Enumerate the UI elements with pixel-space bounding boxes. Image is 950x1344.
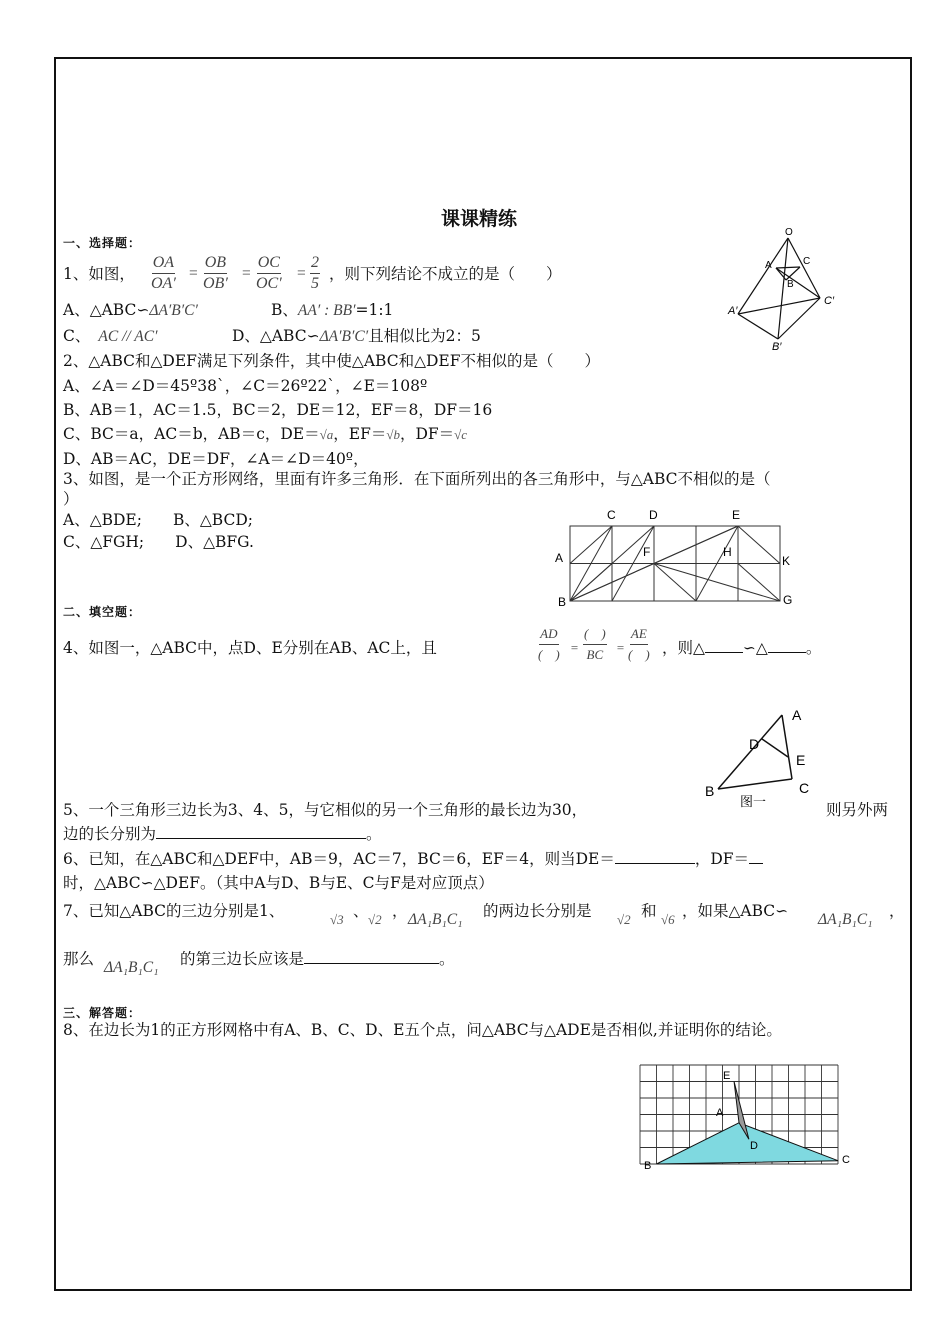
fig3-label-f: F <box>643 545 651 559</box>
q7-sep: 、 <box>353 902 369 920</box>
q4-conclusion: ，则△ ∽△ 。 <box>662 639 822 657</box>
q1-option-d: D、△ABC∽ΔA′B′C′且相似比为2：5 <box>232 327 481 345</box>
section-heading-solve: 三、解答题： <box>63 1006 142 1020</box>
q5-line2: 边的长分别为 。 <box>63 825 382 843</box>
fig3-label-c: C <box>607 508 616 522</box>
q1-option-a: A、△ABC∽ΔA′B′C′ <box>63 301 198 319</box>
q3-stem-line1: 3、如图，是一个正方形网络，里面有许多三角形．在下面所列出的各三角形中，与△ABC不相似的是（ <box>63 470 771 488</box>
q3-grid-figure <box>550 505 800 610</box>
q1-fraction-oc: $\frac{OC}{OC'}$ <box>256 254 282 292</box>
q1-question: ，则下列结论不成立的是（ ） <box>329 265 562 283</box>
fig8-label-e: E <box>723 1070 731 1082</box>
q1-option-b: B、AA′ : BB′=1:1 <box>271 301 394 319</box>
q7-line2a: 那么 <box>63 950 95 968</box>
q7-two-sides: 的两边长分别是 <box>483 902 592 920</box>
q5-line1-end: 则另外两 <box>826 801 889 819</box>
q7-root6: √6 <box>661 912 675 927</box>
q2-option-d: D、AB＝AC，DE＝DF，∠A＝∠D＝40º， <box>63 450 369 468</box>
q7-and: 和 <box>641 902 657 920</box>
fig8-label-d: D <box>750 1140 758 1152</box>
fig4-caption: 图一 <box>740 794 767 809</box>
q4-prefix: 4、如图一，△ABC中，点D、E分别在AB、AC上，且 <box>63 639 437 657</box>
fig8-label-b: B <box>644 1160 652 1172</box>
fig1-label-c-prime: C′ <box>824 295 835 307</box>
fig8-label-c: C <box>842 1154 850 1166</box>
q7-root2b: √2 <box>617 912 631 927</box>
section-heading-fill: 二、填空题： <box>63 605 142 619</box>
q6-line2: 时，△ABC∽△DEF。（其中A与D、B与E、C与F是对应顶点） <box>63 874 494 892</box>
q7-line2b: 的第三边长应该是 。 <box>180 950 455 968</box>
q2-option-c: C、BC＝a，AC＝b，AB＝c，DE＝√a，EF＝√b，DF＝√c <box>63 425 468 443</box>
q7-triangle-2: ΔA₁B₁C₁ <box>818 911 873 928</box>
fig4-label-d: D <box>749 736 760 752</box>
q4-fraction-3: AE ( ) <box>628 626 650 662</box>
fig4-label-b: B <box>705 783 715 799</box>
fig1-label-c: C <box>803 256 811 267</box>
fig3-label-h: H <box>723 545 732 559</box>
q1-figure <box>720 222 850 352</box>
fig3-label-k: K <box>782 554 791 568</box>
fig1-label-b-prime: B′ <box>772 341 782 353</box>
fig1-label-a: A <box>765 260 772 271</box>
fig3-label-d: D <box>649 508 658 522</box>
fig1-label-o: O <box>785 227 793 238</box>
q8-stem: 8、在边长为1的正方形网格中有A、B、C、D、E五个点，问△ABC与△ADE是否相似,并证明你的结论。 <box>63 1021 782 1039</box>
fig3-label-b: B <box>558 595 567 609</box>
q1-prefix: 1、如图， <box>63 265 135 283</box>
q8-grid-figure <box>636 1062 866 1182</box>
q7-comma: ， <box>392 902 408 920</box>
q4-blank-1[interactable] <box>705 638 743 653</box>
fig8-label-a: A <box>716 1107 724 1119</box>
q1-fraction-oa: $\frac{OA}{OA'}$ <box>151 254 176 292</box>
fig1-label-a-prime: A′ <box>728 305 738 317</box>
q7-blank[interactable] <box>304 949 439 964</box>
q1-equals-1: = <box>188 265 199 282</box>
q4-equals-2: = <box>616 640 625 655</box>
q7-root3: √3 <box>330 912 344 927</box>
fig4-label-e: E <box>796 752 806 768</box>
q2-option-b: B、AB＝1，AC＝1.5，BC＝2，DE＝12，EF＝8，DF＝16 <box>63 401 493 419</box>
q6-blank-de[interactable] <box>615 849 695 864</box>
fig3-label-a: A <box>555 551 564 565</box>
fig3-label-g: G <box>783 593 793 607</box>
fig1-label-b: B <box>787 279 794 290</box>
q7-triangle-1: ΔA₁B₁C₁ <box>408 911 463 928</box>
q4-fraction-1: AD ( ) <box>538 626 560 662</box>
q4-fraction-2: ( ) BC <box>584 626 606 662</box>
q6-line1: 6、已知，在△ABC和△DEF中，AB＝9，AC＝7，BC＝6，EF＝4，则当DE＝ ，DF＝ <box>63 849 763 869</box>
fig4-label-a: A <box>792 707 802 723</box>
triangle-abc <box>657 1123 839 1164</box>
fig4-label-c: C <box>799 780 810 796</box>
q4-figure <box>700 705 820 810</box>
q7-triangle-3: ΔA₁B₁C₁ <box>104 959 159 976</box>
q5-line1: 5、一个三角形三边长为3、4、5，与它相似的另一个三角形的最长边为30， <box>63 801 588 819</box>
q3-options-cd: C、△FGH; D、△BFG. <box>63 533 254 551</box>
q4-equals-1: = <box>570 640 579 655</box>
q7-line1a: 7、已知△ABC的三边分别是1、 <box>63 902 285 920</box>
q3-options-ab: A、△BDE; B、△BCD; <box>63 511 253 529</box>
q1-equals-2: = <box>241 265 252 282</box>
q5-blank[interactable] <box>156 824 366 839</box>
q6-blank-df[interactable] <box>749 849 763 864</box>
q2-stem: 2、△ABC和△DEF满足下列条件，其中使△ABC和△DEF不相似的是（ ） <box>63 352 600 370</box>
q1-fraction-ob: $\frac{OB}{OB'}$ <box>203 254 228 292</box>
q2-option-a: A、∠A＝∠D＝45º38`，∠C＝26º22`，∠E＝108º <box>63 377 428 395</box>
page-title: 课课精练 <box>441 208 518 230</box>
q1-equals-3: = <box>296 265 307 282</box>
section-heading-choice: 一、选择题： <box>63 236 142 250</box>
q3-stem-line2: ） <box>63 490 79 508</box>
q7-root2: √2 <box>368 912 382 927</box>
q1-fraction-ratio: $\frac{2}{5}$ <box>311 254 319 292</box>
q7-if-similar: ，如果△ABC∽ <box>682 902 789 920</box>
q1-option-c: C、 AC // AC′ <box>63 327 158 345</box>
q7-comma-2: ， <box>889 902 905 920</box>
q4-blank-2[interactable] <box>768 638 806 653</box>
fig3-label-e: E <box>732 508 741 522</box>
